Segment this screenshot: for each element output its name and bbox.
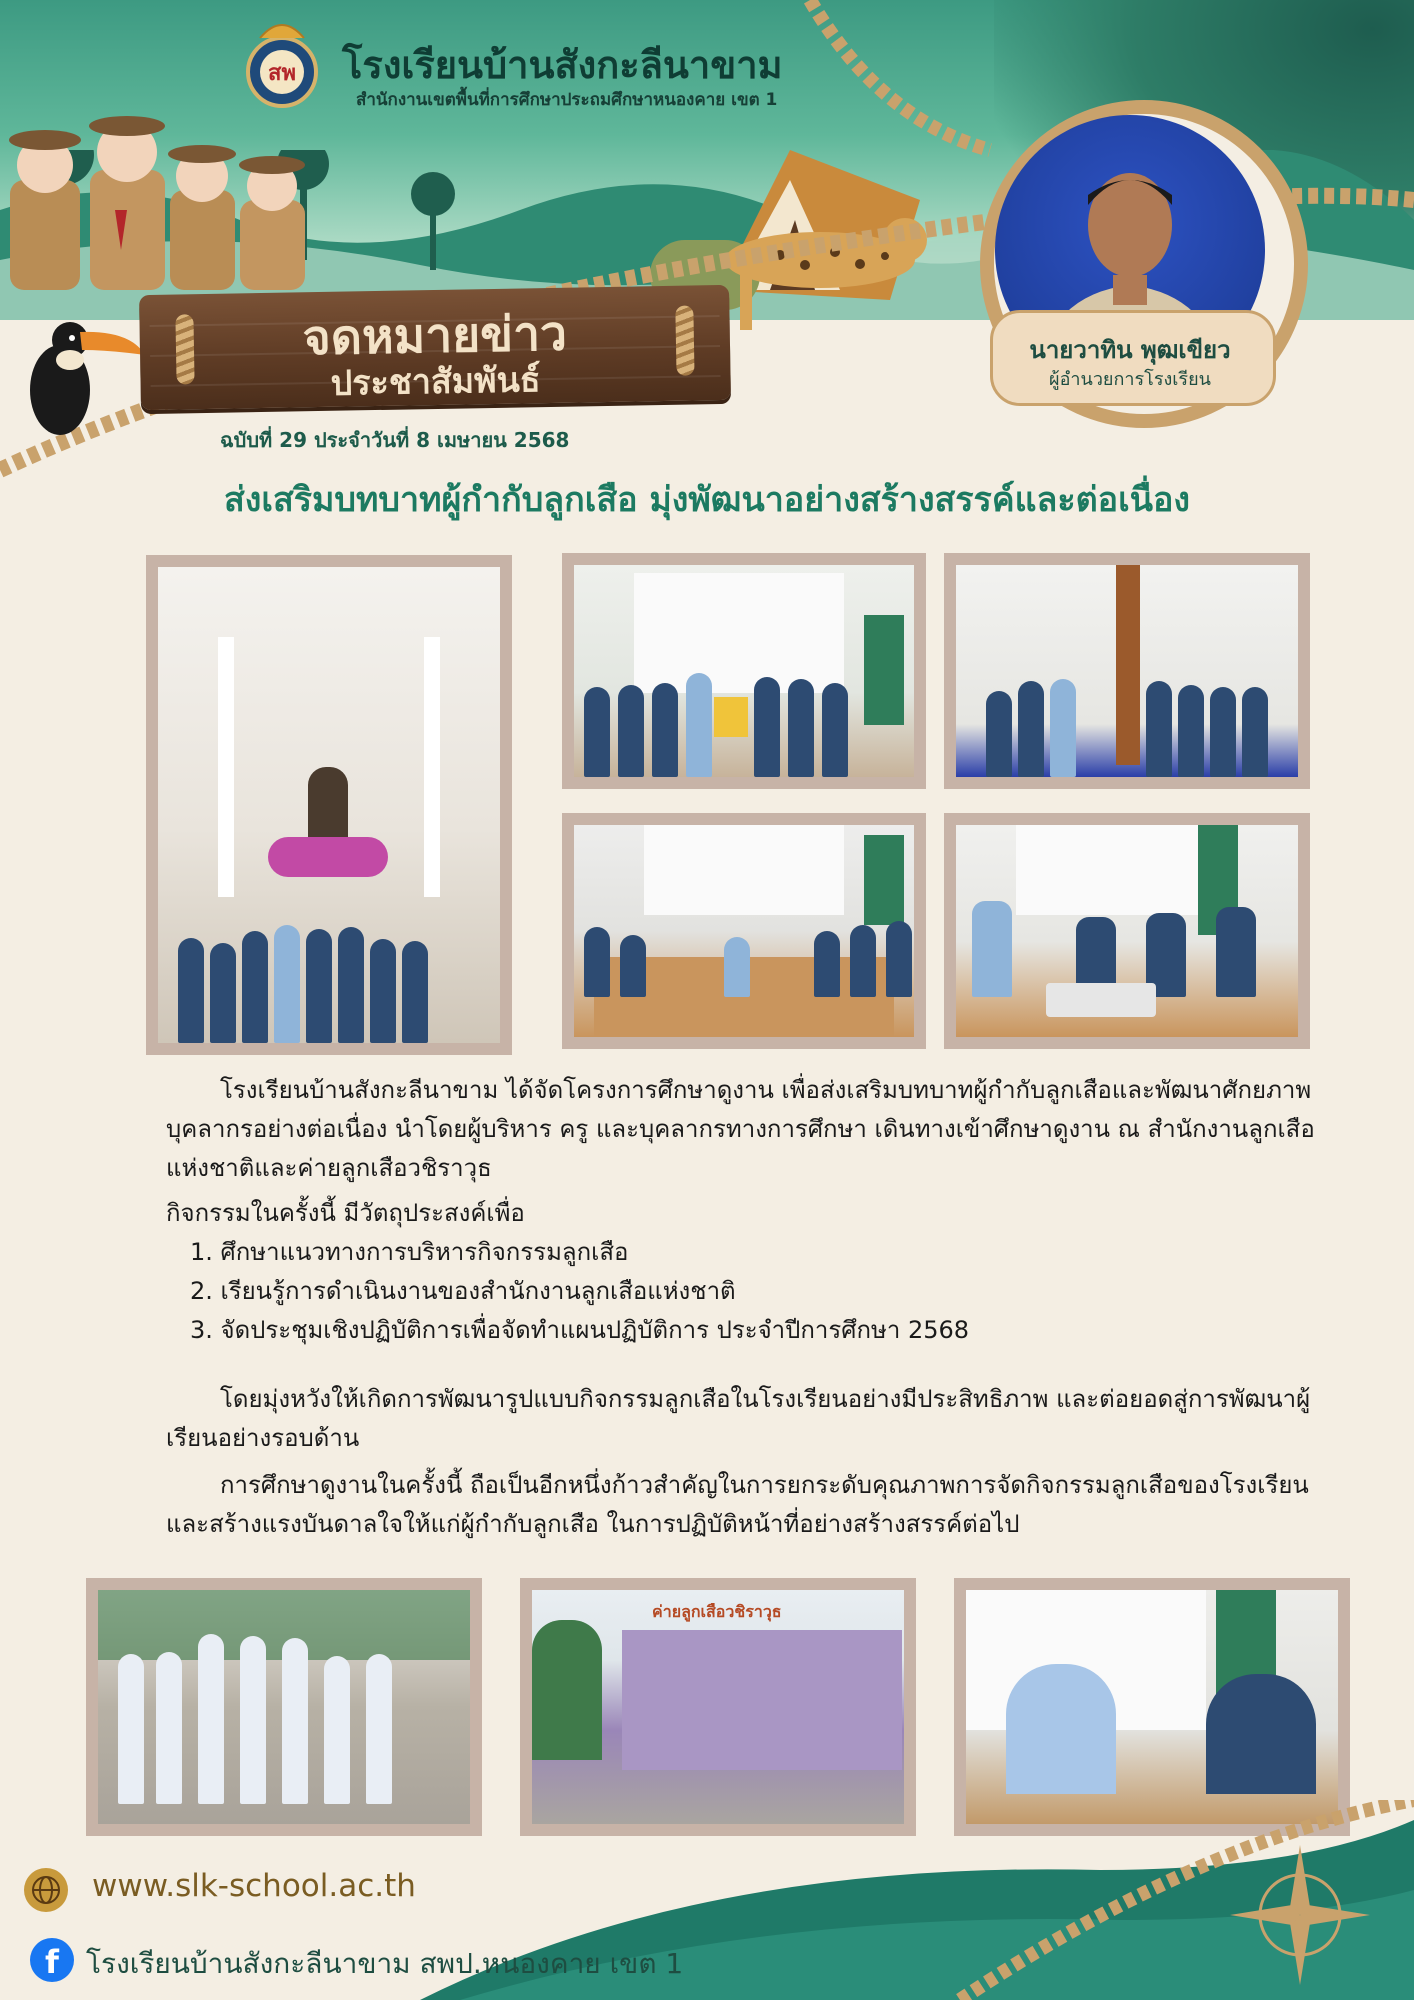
- article-paragraph-3: การศึกษาดูงานในครั้งนี้ ถือเป็นอีกหนึ่งก้าวสำคัญในการยกระดับคุณภาพการจัดกิจกรรมลูกเสือของโรงเรียน และสร้างแรงบันดาลใจให้แก่ผู้กำกับลูกเสือ ในการปฏิบัติหน้าที่อย่างสร้างสรรค์ต่อไป: [166, 1471, 1309, 1538]
- photo-meeting-room: [562, 813, 926, 1049]
- issue-info: ฉบับที่ 29 ประจำวันที่ 8 เมษายน 2568: [220, 428, 570, 452]
- photo-scout-camp-building: [520, 1578, 916, 1836]
- objectives-list: [166, 1233, 1346, 1350]
- newsletter-sign: [139, 285, 731, 410]
- article-paragraph-2: โดยมุ่งหวังให้เกิดการพัฒนารูปแบบกิจกรรมลูกเสือในโรงเรียนอย่างมีประสิทธิภาพ และต่อยอดสู่การพัฒนาผู้เรียนอย่างรอบด้าน: [166, 1385, 1311, 1452]
- school-name: โรงเรียนบ้านสังกะลีนาขาม: [342, 43, 783, 87]
- director-name: นายวาทิน พุฒเขียว: [1029, 336, 1231, 364]
- article-intro: โรงเรียนบ้านสังกะลีนาขาม ได้จัดโครงการศึกษาดูงาน เพื่อส่งเสริมบทบาทผู้กำกับลูกเสือและพัฒนาศักยภาพบุคลากรอย่างต่อเนื่อง นำโดยผู้บริหาร ครู และบุคลากรทางการศึกษา เดินทางเข้าศึกษาดูงาน ณ สำนักงานลูกเสือแห่งชาติและค่ายลูกเสือวชิราวุธ: [166, 1076, 1315, 1182]
- newsletter-title: จดหมายข่าว: [302, 305, 568, 367]
- compass-icon: [1230, 1845, 1370, 1985]
- objectives-heading: กิจกรรมในครั้งนี้ มีวัตถุประสงค์เพื่อ: [166, 1199, 525, 1227]
- facebook-icon: f: [30, 1938, 74, 1982]
- school-office: สำนักงานเขตพื้นที่การศึกษาประถมศึกษาหนองคาย เขต 1: [356, 90, 778, 110]
- photo-group-with-flags: [944, 553, 1310, 789]
- newsletter-subtitle: ประชาสัมพันธ์: [330, 360, 541, 404]
- photo-meeting-discussion: [944, 813, 1310, 1049]
- director-title: ผู้อำนวยการโรงเรียน: [1049, 369, 1211, 390]
- globe-icon: [24, 1868, 68, 1912]
- toucan-illustration: [10, 310, 150, 450]
- photo-group-outdoor: [86, 1578, 482, 1836]
- photo-discussion-closeup: [954, 1578, 1350, 1836]
- headline: ส่งเสริมบทบาทผู้กำกับลูกเสือ มุ่งพัฒนาอย่างสร้างสรรค์และต่อเนื่อง: [224, 480, 1190, 520]
- svg-text:สพ: สพ: [268, 61, 296, 86]
- objective-item: 2. เรียนรู้การดำเนินงานของสำนักงานลูกเสือแห่งชาติ: [190, 1277, 736, 1305]
- objective-item: 3. จัดประชุมเชิงปฏิบัติการเพื่อจัดทำแผนปฏิบัติการ ประจำปีการศึกษา 2568: [190, 1316, 970, 1344]
- photo-award-presentation: [562, 553, 926, 789]
- objective-item: 1. ศึกษาแนวทางการบริหารกิจกรรมลูกเสือ: [190, 1238, 629, 1266]
- article-body: [166, 1071, 1346, 1544]
- website-link[interactable]: www.slk-school.ac.th: [92, 1868, 416, 1904]
- camp-sign-text: ค่ายลูกเสือวชิราวุธ: [652, 1602, 782, 1621]
- facebook-page-link[interactable]: โรงเรียนบ้านสังกะลีนาขาม สพป.หนองคาย เขต 1: [86, 1947, 684, 1980]
- photo-statue-hall: [146, 555, 512, 1055]
